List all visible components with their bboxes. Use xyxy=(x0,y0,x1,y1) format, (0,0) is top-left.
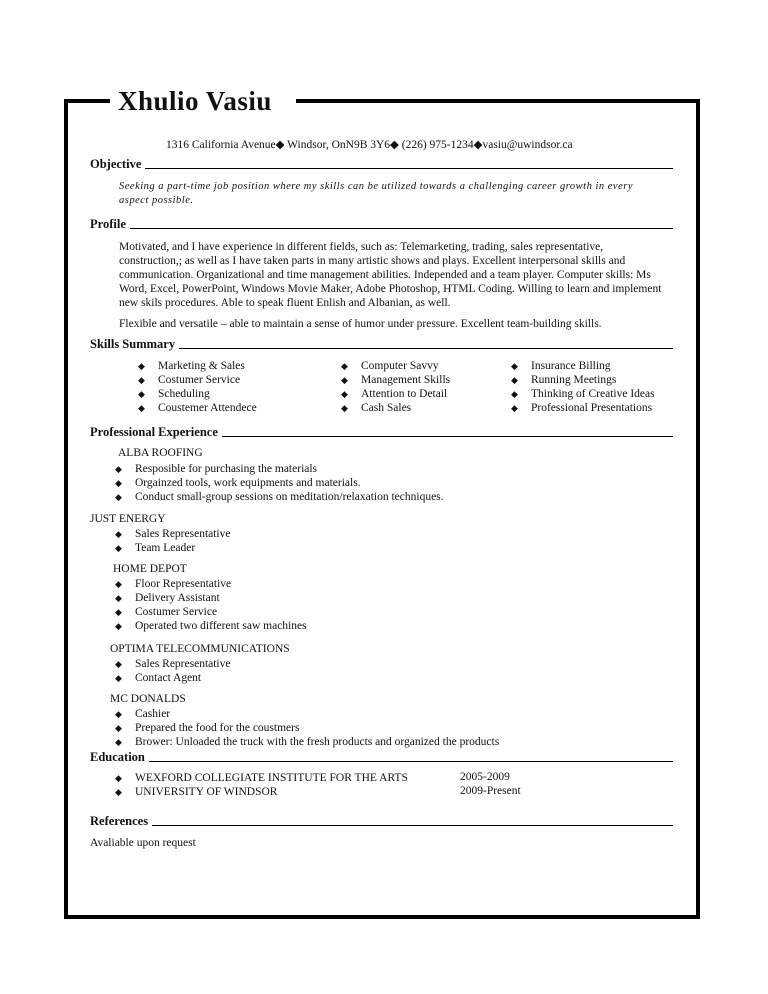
duty-item: ◆ Floor Representative xyxy=(115,577,307,591)
education-heading xyxy=(90,750,673,765)
objective-heading-label: Objective xyxy=(90,157,142,171)
skill-item: ◆ Running Meetings xyxy=(511,373,655,387)
skills-column-2 xyxy=(341,359,450,415)
heading-rule xyxy=(179,347,673,349)
references-heading-label: References xyxy=(90,814,149,828)
skills-heading xyxy=(90,337,673,352)
company-name: JUST ENERGY xyxy=(90,513,166,525)
heading-rule xyxy=(152,824,673,826)
skill-item: ◆ Insurance Billing xyxy=(511,359,655,373)
duty-item: ◆ Costumer Service xyxy=(115,605,307,619)
company-name: ALBA ROOFING xyxy=(118,447,203,459)
duty-item: ◆ Contact Agent xyxy=(115,671,230,685)
skills-column-3 xyxy=(511,359,655,415)
frame-top-right-border xyxy=(296,99,700,103)
duty-item: ◆ Team Leader xyxy=(115,541,230,555)
skill-item: ◆ Scheduling xyxy=(138,387,257,401)
job-duties xyxy=(115,707,499,749)
experience-heading-label: Professional Experience xyxy=(90,425,218,439)
company-name: MC DONALDS xyxy=(110,693,186,705)
job-duties xyxy=(115,577,307,633)
company-name: OPTIMA TELECOMMUNICATIONS xyxy=(110,643,290,655)
education-school: ◆ UNIVERSITY OF WINDSOR xyxy=(115,785,408,799)
skill-item: ◆ Marketing & Sales xyxy=(138,359,257,373)
education-years: 2005-2009 xyxy=(460,771,510,783)
job-duties xyxy=(115,527,230,555)
duty-item: ◆ Cashier xyxy=(115,707,499,721)
duty-item: ◆ Delivery Assistant xyxy=(115,591,307,605)
heading-rule xyxy=(222,435,673,437)
education-years: 2009-Present xyxy=(460,785,521,797)
duty-item: ◆ Sales Representative xyxy=(115,527,230,541)
skill-item: ◆ Thinking of Creative Ideas xyxy=(511,387,655,401)
profile-heading xyxy=(90,217,673,232)
references-text: Avaliable upon request xyxy=(90,837,196,849)
frame-right-border xyxy=(696,99,700,919)
skills-heading-label: Skills Summary xyxy=(90,337,176,351)
company-name: HOME DEPOT xyxy=(113,563,187,575)
profile-paragraph-2: Flexible and versatile – able to maintain a sense of humor under pressure. Excellent team-building skills. xyxy=(119,318,602,330)
job-duties xyxy=(115,462,444,504)
education-list xyxy=(115,771,408,799)
profile-paragraph-1: Motivated, and I have experience in different fields, such as: Telemarketing, trading, sales representative, construction,; as well as I have taken parts in many artistic shows and plays. Excellent interpersonal skills and communication. Organizational and time management abilities. Independed and a team player. Computer skills: Ms Word, Excel, PowerPoint, Windows Movie Maker, Adobe Photoshop, HTML Coding. Willing to learn and implement new skils procedures. Able to speak fluent Enlish and Albanian, as well. xyxy=(119,241,662,309)
frame-bottom-border xyxy=(64,915,700,919)
education-heading-label: Education xyxy=(90,750,145,764)
education-school: ◆ WEXFORD COLLEGIATE INSTITUTE FOR THE ARTS xyxy=(115,771,408,785)
heading-rule xyxy=(149,760,673,762)
skill-item: ◆ Cash Sales xyxy=(341,401,450,415)
objective-heading xyxy=(90,157,673,172)
duty-item: ◆ Sales Representative xyxy=(115,657,230,671)
experience-heading xyxy=(90,425,673,440)
skill-item: ◆ Management Skills xyxy=(341,373,450,387)
heading-rule xyxy=(130,227,673,229)
duty-item: ◆ Conduct small-group sessions on meditation/relaxation techniques. xyxy=(115,490,444,504)
frame-top-left-border xyxy=(64,99,110,103)
duty-item: ◆ Operated two different saw machines xyxy=(115,619,307,633)
references-heading xyxy=(90,814,673,829)
profile-heading-label: Profile xyxy=(90,217,126,231)
skill-item: ◆ Attention to Detail xyxy=(341,387,450,401)
candidate-name: Xhulio Vasiu xyxy=(118,86,272,116)
frame-left-border xyxy=(64,99,68,919)
duty-item: ◆ Resposible for purchasing the materials xyxy=(115,462,444,476)
job-duties xyxy=(115,657,230,685)
heading-rule xyxy=(145,167,673,169)
skill-item: ◆ Coustemer Attendece xyxy=(138,401,257,415)
skill-item: ◆ Computer Savvy xyxy=(341,359,450,373)
duty-item: ◆ Brower: Unloaded the truck with the fresh products and organized the products xyxy=(115,735,499,749)
skills-column-1 xyxy=(138,359,257,415)
skill-item: ◆ Professional Presentations xyxy=(511,401,655,415)
objective-text: Seeking a part-time job position where my skills can be utilized towards a challenging career growth in every aspect possible. xyxy=(119,181,633,206)
duty-item: ◆ Prepared the food for the coustmers xyxy=(115,721,499,735)
duty-item: ◆ Orgainzed tools, work equipments and materials. xyxy=(115,476,444,490)
contact-line: 1316 California Avenue◆ Windsor, OnN9B 3Y6◆ (226) 975-1234◆vasiu@uwindsor.ca xyxy=(166,139,573,151)
skill-item: ◆ Costumer Service xyxy=(138,373,257,387)
